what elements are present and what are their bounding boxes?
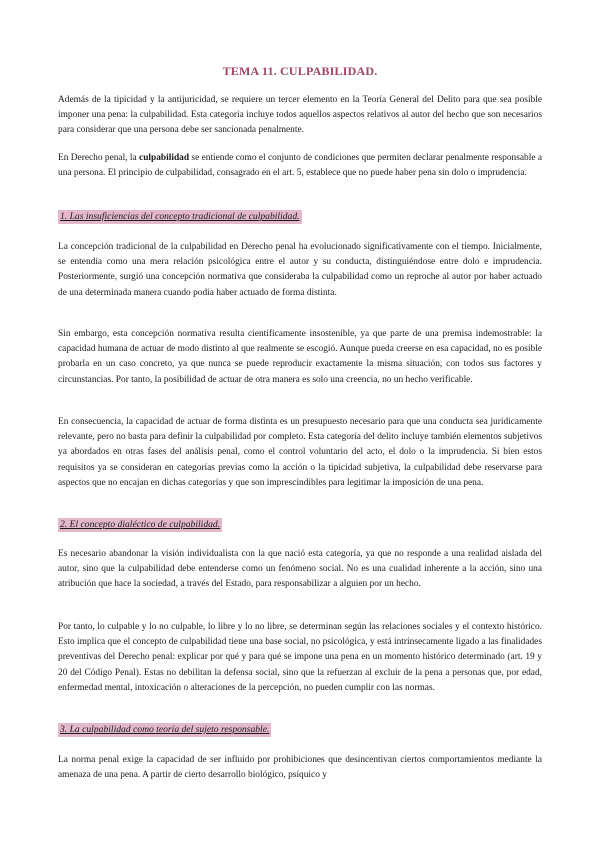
definition-text-after: se entiende como el conjunto de condiciones que permiten declarar penalmente responsable a una persona. El principio de culpabilidad, consagrado en el art. 5, establece que no puede haber pena sin dolo o imprudencia. (58, 153, 543, 179)
section-heading-2: 2. El concepto dialéctico de culpabilidad. (60, 519, 221, 530)
section-2-paragraph-2: Por tanto, lo culpable y lo no culpable, lo libre y lo no libre, se determinan según las relaciones sociales y el contexto histórico. Esto implica que el concepto de culpabilidad tiene una base social, no psicológica, y está intrínsecamente ligado a las finalidades preventivas del Derecho penal: explicar por qué y para qué se impone una pena en un momento histórico determinado (art. 19 y 20 del Código Penal). Estas no debilitan la defensa social, sino que la refuerzan al excluir de la pena a personas que, por edad, enfermedad mental, intoxicación o alteraciones de la percepción, no pueden cumplir con las normas. (58, 622, 542, 693)
section-2-paragraph-1: Es necesario abandonar la visión individualista con la que nació esta categoría, ya que no responde a una realidad aislada del autor, sino que la culpabilidad debe entenderse como un fenómeno social. No es una cualidad inherente a la acción, sino una atribución que hace la sociedad, a través del Estado, para responsabilizar a alguien por un hecho. (58, 549, 542, 590)
section-heading-3: 3. La culpabilidad como teoría del sujeto responsable. (60, 724, 270, 735)
section-heading-1: 1. Las insuficiencias del concepto tradicional de culpabilidad. (60, 211, 300, 222)
section-3-paragraph-1: La norma penal exige la capacidad de ser influido por prohibiciones que desincentivan ciertos comportamientos mediante la amenaza de una pena. A partir de cierto desarrollo biológico, psíquico y (58, 755, 542, 781)
definition-text-before: En Derecho penal, la (58, 153, 140, 163)
culpabilidad-term: culpabilidad (139, 153, 190, 163)
page-title: TEMA 11. CULPABILIDAD. (222, 64, 378, 78)
section-1-paragraph-1: La concepción tradicional de la culpabilidad en Derecho penal ha evolucionado significativamente con el tiempo. Inicialmente, se entendía como una mera relación psicológica entre el autor y su conducta, distinguiéndose entre dolo e imprudencia. Posteriormente, surgió una concepción normativa que consideraba la culpabilidad como un reproche al autor por haber actuado de una determinada manera cuando podía haber actuado de forma distinta. (58, 242, 542, 298)
intro-paragraph: Además de la tipicidad y la antijuricidad, se requiere un tercer elemento en la Teoría General del Delito para que sea posible imponer una pena: la culpabilidad. Esta categoría incluye todos aquellos aspectos relativos al autor del hecho que son necesarios para considerar que una persona debe ser sancionada penalmente. (58, 95, 542, 136)
definition-paragraph (58, 151, 542, 181)
section-1-paragraph-2: Sin embargo, esta concepción normativa resulta científicamente insostenible, ya que parte de una premisa indemostrable: la capacidad humana de actuar de modo distinto al que realmente se escogió. Aunque pueda creerse en esa capacidad, no es posible probarla en un caso concreto, ya que nunca se puede reproducir exactamente la misma situación, con todos sus factores y circunstancias. Por tanto, la posibilidad de actuar de otra manera es solo una creencia, no un hecho verificable. (58, 329, 542, 385)
section-1-paragraph-3: En consecuencia, la capacidad de actuar de forma distinta es un presupuesto necesario para que una conducta sea jurídicamente relevante, pero no basta para definir la culpabilidad por completo. Esta categoría del delito incluye también elementos subjetivos ya abordados en otras fases del análisis penal, como el control voluntario del acto, el dolo o la imprudencia. Si bien estos requisitos ya se consideran en categorías previas como la acción o la tipicidad subjetiva, la culpabilidad debe reservarse para aspectos que no encajan en dichas categorías y que son imprescindibles para legitimar la imposición de una pena. (58, 417, 542, 488)
